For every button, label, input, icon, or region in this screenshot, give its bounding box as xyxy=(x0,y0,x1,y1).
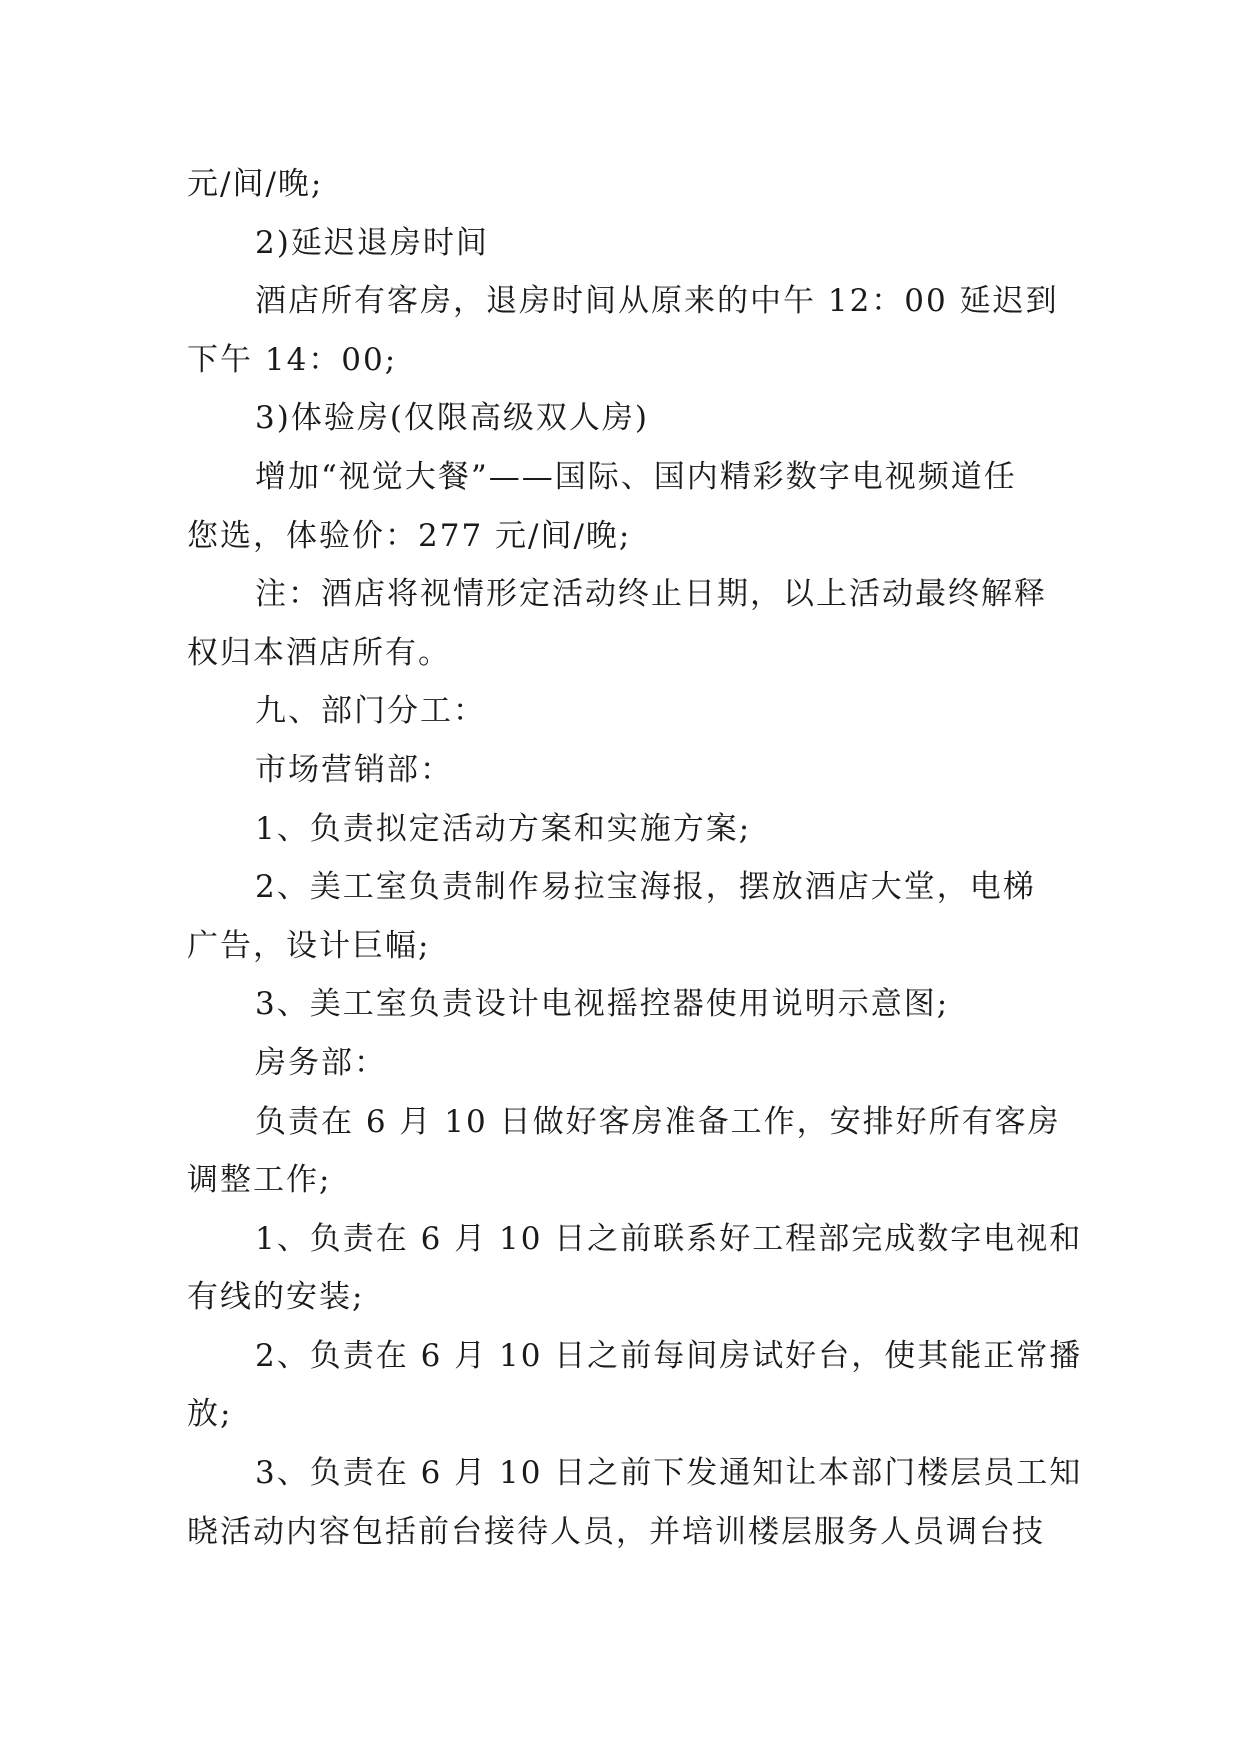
department-heading: 市场营销部： xyxy=(255,751,453,788)
text-line: 广告，设计巨幅; xyxy=(187,927,431,964)
text-line: 2、负责在 6 月 10 日之前每间房试好台，使其能正常播 xyxy=(255,1337,1083,1374)
text-line: 2、美工室负责制作易拉宝海报，摆放酒店大堂，电梯 xyxy=(255,869,1036,906)
text-line: 增加“视觉大餐”——国际、国内精彩数字电视频道任 xyxy=(255,458,1017,495)
document-body xyxy=(187,155,1083,1561)
text-line: 2)延迟退房时间 xyxy=(255,224,489,261)
text-line: 下午 14：00; xyxy=(187,341,398,378)
text-line: 3、负责在 6 月 10 日之前下发通知让本部门楼层员工知 xyxy=(255,1455,1083,1492)
department-heading: 房务部： xyxy=(255,1044,387,1081)
text-line: 您选，体验价：277 元/间/晚; xyxy=(187,517,632,554)
text-line: 注：酒店将视情形定活动终止日期，以上活动最终解释 xyxy=(255,576,1047,613)
text-line: 负责在 6 月 10 日做好客房准备工作，安排好所有客房 xyxy=(255,1103,1061,1140)
text-line: 1、负责拟定活动方案和实施方案; xyxy=(255,810,752,847)
text-line: 3、美工室负责设计电视摇控器使用说明示意图; xyxy=(255,986,950,1023)
text-line: 调整工作; xyxy=(187,1162,332,1199)
text-line: 1、负责在 6 月 10 日之前联系好工程部完成数字电视和 xyxy=(255,1220,1083,1257)
text-line: 元/间/晚; xyxy=(187,166,324,202)
text-line: 3)体验房(仅限高级双人房) xyxy=(255,400,650,437)
text-line: 权归本酒店所有。 xyxy=(187,634,451,671)
text-line: 晓活动内容包括前台接待人员，并培训楼层服务人员调台技 xyxy=(187,1513,1045,1550)
section-heading: 九、部门分工： xyxy=(255,693,486,730)
text-line: 有线的安装; xyxy=(187,1279,365,1316)
text-line: 放; xyxy=(187,1396,233,1433)
text-line: 酒店所有客房，退房时间从原来的中午 12：00 延迟到 xyxy=(255,283,1059,320)
